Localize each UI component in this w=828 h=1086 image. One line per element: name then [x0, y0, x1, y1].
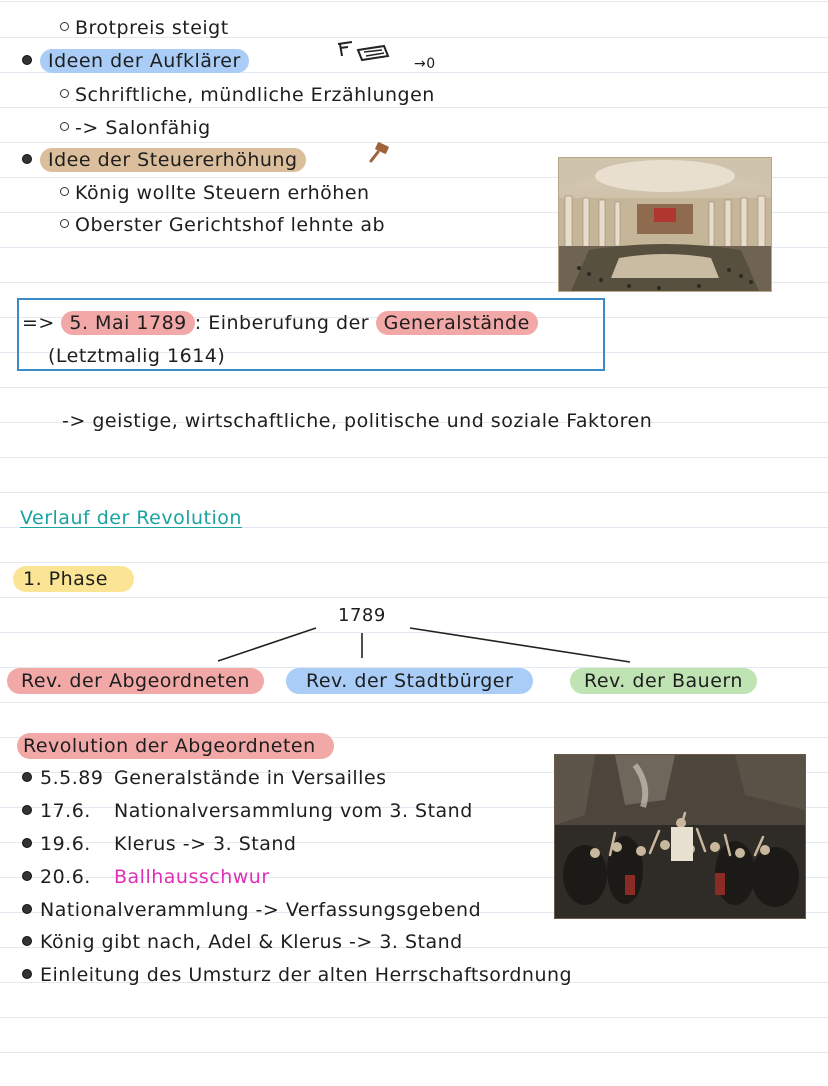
arrow-marker: => [22, 312, 55, 334]
highlight-ideas: Ideen der Aufklärer [40, 49, 249, 73]
bullet-icon [22, 969, 32, 979]
branch-deputies: Rev. der Abgeordneten [7, 668, 264, 694]
list-item: 5.5.89 Generalstände in Versailles [22, 766, 387, 790]
bullet-icon [22, 904, 32, 914]
list-item: König wollte Steuern erhöhen [60, 181, 370, 205]
list-item: 19.6. Klerus -> 3. Stand [22, 832, 296, 856]
bullet-icon [22, 805, 32, 815]
list-item: -> Salonfähig [60, 116, 211, 140]
oath-text: Ballhausschwur [114, 866, 270, 888]
highlight-tax: Idee der Steuererhöhung [40, 148, 306, 172]
branch-peasants: Rev. der Bauern [570, 668, 757, 694]
phase-label: 1. Phase [13, 566, 134, 592]
factors-line: -> geistige, wirtschaftliche, politische und soziale Faktoren [62, 410, 653, 432]
tennis-court-oath-painting [554, 754, 806, 919]
bullet-icon [22, 772, 32, 782]
list-item: Nationalverammlung -> Verfassungsgebend [22, 898, 481, 922]
list-item: Oberster Gerichtshof lehnte ab [60, 213, 385, 237]
branch-citizens: Rev. der Stadtbürger [286, 668, 533, 694]
list-item: Einleitung des Umsturz der alten Herrschaftsordnung [22, 963, 572, 987]
list-item: König gibt nach, Adel & Klerus -> 3. Stand [22, 930, 463, 954]
estates-highlight: Generalstände [376, 311, 538, 335]
list-item: 20.6. Ballhausschwur [22, 865, 270, 889]
tree-root: 1789 [338, 605, 386, 626]
list-item: Schriftliche, mündliche Erzählungen [60, 83, 435, 107]
last-time-note: (Letztmalig 1614) [48, 345, 226, 367]
bullet-icon [22, 936, 32, 946]
bullet-icon [22, 871, 32, 881]
ideas-note: →0 [414, 56, 436, 72]
date-highlight: 5. Mai 1789 [61, 311, 194, 335]
section-heading: Verlauf der Revolution [20, 507, 242, 529]
bullet-icon [22, 838, 32, 848]
list-item: 17.6. Nationalversammlung vom 3. Stand [22, 799, 473, 823]
list-item: Brotpreis steigt [60, 16, 229, 40]
callout-text: : Einberufung der [194, 312, 370, 334]
deputies-heading: Revolution der Abgeordneten [17, 733, 334, 759]
